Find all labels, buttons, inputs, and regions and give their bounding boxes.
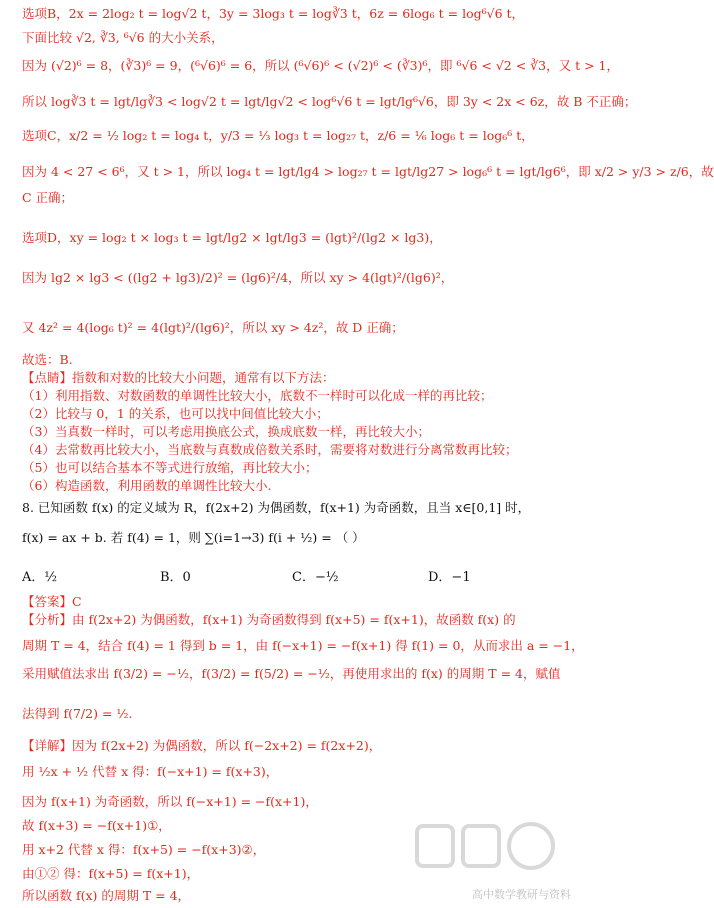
line-because-c: 因为 4 < 27 < 6⁶，又 t > 1，所以 log₄ t = lgt/lg4 > log₂₇ t = lgt/lg27 > log₆⁶ t = lgt/lg6⁶，即 x/2 > y/3 > z/6，故 — [22, 164, 714, 179]
line-option-c: 选项C，x/2 = ½ log₂ t = log₄ t，y/3 = ⅓ log₃ t = log₂₇ t，z/6 = ⅙ log₆ t = log₆⁶ t， — [22, 128, 534, 143]
line-because-powers: 因为 (√2)⁶ = 8，(∛3)⁶ = 9，(⁶√6)⁶ = 6，所以 (⁶√6)⁶ < (√2)⁶ < (∛3)⁶，即 ⁶√6 < √2 < ∛3，又 t > 1， — [22, 58, 619, 73]
line-c-correct: C 正确； — [22, 190, 74, 205]
detail-line-3: 因为 f(x+1) 为奇函数，所以 f(−x+1) = −f(x+1)， — [22, 794, 318, 809]
line-because-d: 因为 lg2 × lg3 < ((lg2 + lg3)/2)² = (lg6)²/4，所以 xy > 4(lgt)²/(lg6)²， — [22, 270, 454, 285]
question-8-stem: 8. 已知函数 f(x) 的定义域为 R，f(2x+2) 为偶函数，f(x+1) 为奇函数，且当 x∈[0,1] 时， — [22, 500, 531, 515]
line-tips-title: 【点睛】指数和对数的比较大小问题，通常有以下方法： — [22, 370, 335, 385]
line-compare: 下面比较 √2, ∛3, ⁶√6 的大小关系， — [22, 30, 224, 45]
watermark-logo-icon — [413, 816, 563, 886]
analysis-line-3: 采用赋值法求出 f(3/2) = −½，f(3/2) = f(5/2) = −½，再使用求出的 f(x) 的周期 T = 4，赋值 — [22, 666, 561, 681]
analysis-line-4: 法得到 f(7/2) = ½. — [22, 706, 133, 721]
option-d: D．−1 — [428, 570, 471, 585]
option-b: B．0 — [160, 570, 191, 585]
line-tip-4: （4）去常数再比较大小，当底数与真数成倍数关系时，需要将对数进行分离常数再比较； — [22, 442, 518, 457]
line-answer-b: 故选：B. — [22, 352, 73, 367]
detail-line-2: 用 ½x + ½ 代替 x 得：f(−x+1) = f(x+3)， — [22, 764, 279, 779]
line-so-b-wrong: 所以 log∛3 t = lgt/lg∛3 < log√2 t = lgt/lg√2 < log⁶√6 t = lgt/lg⁶√6，即 3y < 2x < 6z，故 B 不正确； — [22, 94, 637, 109]
question-8-formula: f(x) = ax + b. 若 f(4) = 1，则 ∑(i=1→3) f(i + ½) = （ ） — [22, 530, 365, 545]
line-tip-1: （1）利用指数、对数函数的单调性比较大小，底数不一样时可以化成一样的再比较； — [22, 388, 493, 403]
detail-line-6: 由①② 得：f(x+5) = f(x+1)， — [22, 866, 200, 881]
option-a: A．½ — [22, 570, 57, 585]
line-option-b: 选项B，2x = 2log₂ t = log√2 t，3y = 3log₃ t = log∛3 t，6z = 6log₆ t = log⁶√6 t， — [22, 6, 525, 21]
line-tip-2: （2）比较与 0，1 的关系，也可以找中间值比较大小； — [22, 406, 329, 421]
analysis-line-2: 周期 T = 4，结合 f(4) = 1 得到 b = 1，由 f(−x+1) = −f(x+1) 得 f(1) = 0，从而求出 a = −1， — [22, 638, 584, 653]
line-tip-5: （5）也可以结合基本不等式进行放缩，再比较大小； — [22, 460, 318, 475]
line-option-d: 选项D，xy = log₂ t × log₃ t = lgt/lg2 × lgt/lg3 = (lgt)²/(lg2 × lg3)， — [22, 230, 442, 245]
watermark-text: 高中数学教研与资料 — [472, 888, 571, 901]
detail-line-7: 所以函数 f(x) 的周期 T = 4， — [22, 888, 191, 903]
option-c: C．−½ — [292, 570, 339, 585]
detail-line-4: 故 f(x+3) = −f(x+1)①， — [22, 818, 171, 833]
detail-line-5: 用 x+2 代替 x 得：f(x+5) = −f(x+3)②， — [22, 842, 266, 857]
answer-label: 【答案】C — [22, 594, 82, 609]
line-tip-6: （6）构造函数，利用函数的单调性比较大小. — [22, 478, 272, 493]
line-tip-3: （3）当真数一样时，可以考虑用换底公式，换成底数一样，再比较大小； — [22, 424, 430, 439]
detail-line-1: 【详解】因为 f(2x+2) 为偶函数，所以 f(−2x+2) = f(2x+2)， — [22, 738, 382, 753]
analysis-line-1: 【分析】由 f(2x+2) 为偶函数，f(x+1) 为奇函数得到 f(x+5) = f(x+1)，故函数 f(x) 的 — [22, 612, 516, 627]
line-d-correct: 又 4z² = 4(log₆ t)² = 4(lgt)²/(lg6)²，所以 xy > 4z²，故 D 正确； — [22, 320, 404, 335]
